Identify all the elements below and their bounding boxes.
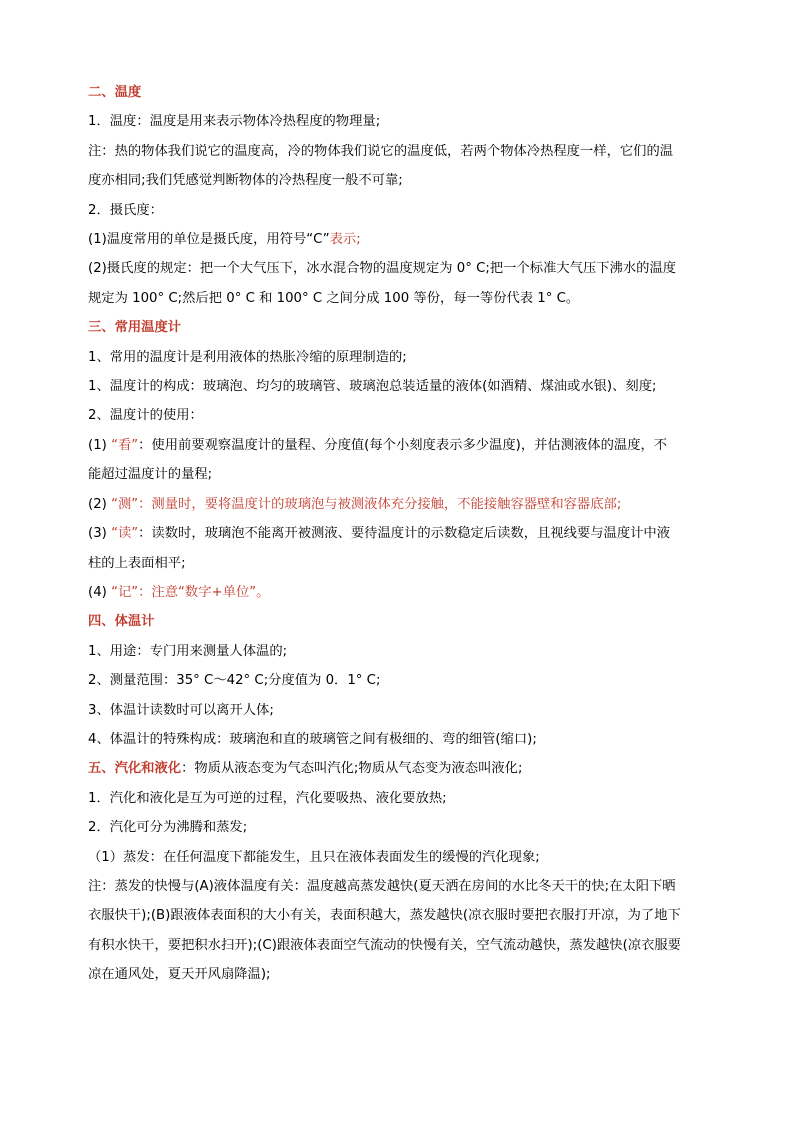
paragraph-line: [88, 431, 710, 460]
paragraph-line: 能超过温度计的量程;: [88, 467, 213, 483]
text-run-highlight: “看”: [111, 437, 139, 453]
paragraph-line: 注：蒸发的快慢与(A)液体温度有关：温度越高蒸发越快(夏天洒在房间的水比冬天干的快;在太阳下晒: [88, 878, 676, 894]
paragraph-line: 度亦相同;我们凭感觉判断物体的冷热程度一般不可靠;: [88, 173, 403, 189]
text-run: (1): [88, 437, 112, 453]
paragraph-line: 1．汽化和液化是互为可逆的过程，汽化要吸热、液化要放热;: [88, 790, 447, 806]
paragraph-line: 4、体温计的特殊构成：玻璃泡和直的玻璃管之间有极细的、弯的细管(缩口);: [88, 731, 537, 747]
document-content: [88, 78, 710, 990]
paragraph-line: [88, 754, 710, 783]
paragraph-line: 衣服快干);(B)跟液体表面积的大小有关，表面积越大，蒸发越快(凉衣服时要把衣服打开凉，为了地下: [88, 908, 681, 924]
paragraph-line: 规定为 100° C;然后把 0° C 和 100° C 之间分成 100 等份，每一等份代表 1° C。: [88, 290, 580, 306]
text-run-highlight: “测”: [111, 496, 139, 512]
paragraph-line: (2)摄氏度的规定：把一个大气压下，冰水混合物的温度规定为 0° C;把一个标准大气压下沸水的温度: [88, 261, 677, 277]
text-run: ：读数时，玻璃泡不能离开被测液、要待温度计的示数稳定后读数，且视线要与温度计中液: [138, 526, 671, 542]
paragraph-line: 1、温度计的构成：玻璃泡、均匀的玻璃管、玻璃泡总装适量的液体(如酒精、煤油或水银)、刻度;: [88, 379, 657, 395]
paragraph-line: [88, 578, 710, 607]
paragraph-line: 1、用途：专门用来测量人体温的;: [88, 643, 288, 659]
paragraph-line: [88, 225, 710, 254]
text-run: (1)温度常用的单位是摄氏度，用符号“C”: [88, 232, 330, 248]
text-run: (2): [88, 496, 112, 512]
paragraph-line: 注：热的物体我们说它的温度高，冷的物体我们说它的温度低，若两个物体冷热程度一样，它们的温: [88, 143, 674, 159]
paragraph-line: [88, 490, 710, 519]
section-heading-vaporization: 五、汽化和液化: [88, 761, 182, 777]
paragraph-line: 3、体温计读数时可以离开人体;: [88, 702, 274, 718]
section-heading-clinical-thermometer: 四、体温计: [88, 614, 155, 630]
paragraph-line: 2、温度计的使用：: [88, 408, 203, 424]
paragraph-line: [88, 519, 710, 548]
section-heading-thermometer: 三、常用温度计: [88, 320, 182, 336]
text-run-highlight: “记”：注意“数字+单位”。: [111, 584, 270, 600]
text-run-highlight: “读”: [111, 526, 139, 542]
section-heading-temperature: 二、温度: [88, 85, 142, 100]
text-run-highlight: 表示;: [329, 232, 361, 248]
paragraph-line: 2．汽化可分为沸腾和蒸发;: [88, 820, 248, 836]
paragraph-line: 1、常用的温度计是利用液体的热胀冷缩的原理制造的;: [88, 349, 407, 365]
text-run: ：物质从液态变为气态叫汽化;物质从气态变为液态叫液化;: [181, 761, 523, 777]
paragraph-line: 凉在通风处，夏天开风扇降温);: [88, 967, 271, 983]
paragraph-line: 1．温度：温度是用来表示物体冷热程度的物理量;: [88, 114, 381, 130]
text-run: ：使用前要观察温度计的量程、分度值(每个小刻度表示多少温度)，并估测液体的温度，不: [138, 437, 668, 453]
paragraph-line: （1）蒸发：在任何温度下都能发生，且只在液体表面发生的缓慢的汽化现象;: [88, 849, 540, 865]
paragraph-line: 2．摄氏度：: [88, 202, 163, 218]
paragraph-line: 柱的上表面相平;: [88, 555, 186, 571]
paragraph-line: 有积水快干，要把积水扫开);(C)跟液体表面空气流动的快慢有关，空气流动越快，蒸发越快(凉衣服要: [88, 937, 681, 953]
text-run: (4): [88, 584, 112, 600]
paragraph-line: 2、测量范围：35° C～42° C;分度值为 0．1° C;: [88, 673, 381, 689]
text-run-highlight: ：测量时，要将温度计的玻璃泡与被测液体充分接触，不能接触容器壁和容器底部;: [138, 496, 622, 512]
text-run: (3): [88, 526, 112, 542]
